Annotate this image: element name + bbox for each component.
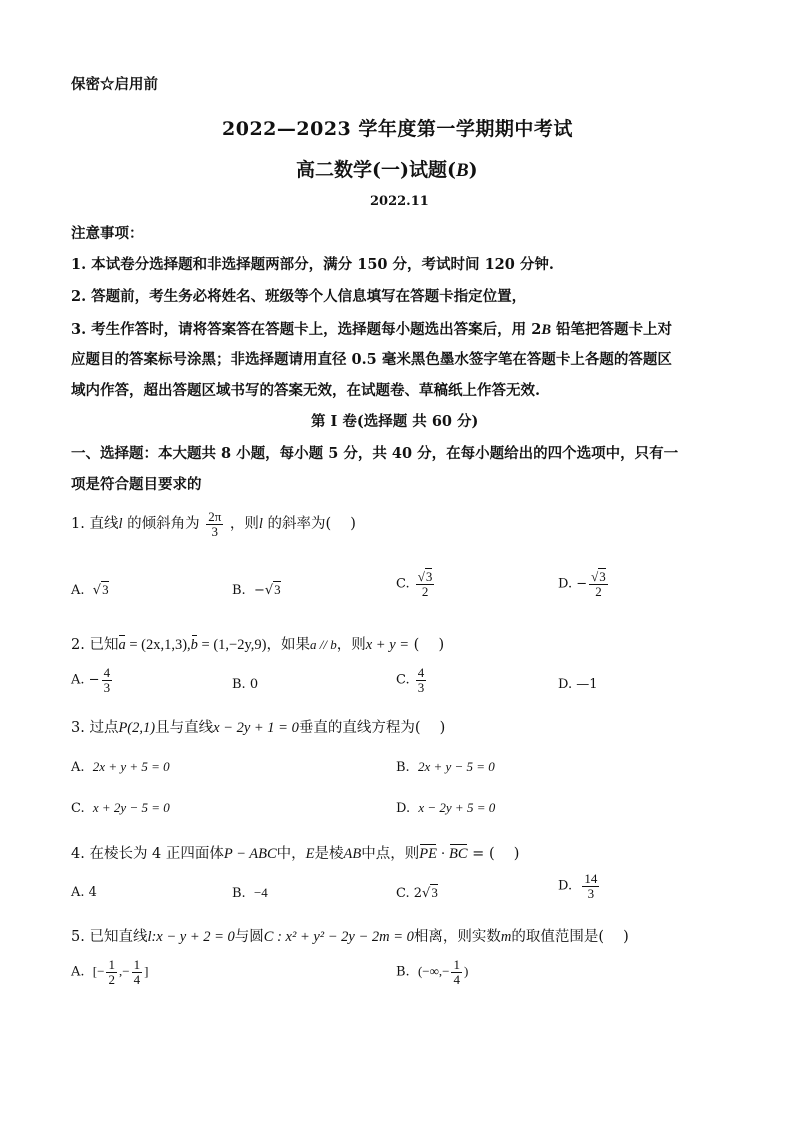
section-intro-line-1: 一、选择题：本大题共 8 小题，每小题 5 分，共 40 分，在每小题给出的四个选项中，只有一 (71, 445, 679, 462)
q2-option-b: B. 0 (232, 677, 259, 692)
notice-item-3-line-3: 域内作答，超出答题区域书写的答案无效，在试题卷、草稿纸上作答无效. (71, 382, 541, 399)
q1-option-d: D. − $\frac{√3}{2}$ (558, 569, 606, 599)
notice-item-1: 1. 本试卷分选择题和非选择题两部分，满分 150 分，考试时间 120 分钟. (71, 256, 554, 273)
section-title: 第 I 卷(选择题 共 60 分) (311, 413, 479, 430)
q2-option-d: D. —1 (558, 677, 598, 692)
q1-option-a: A. √3 (71, 582, 109, 598)
question-2-stem: 2. 已知a = (2x,1,3),b = (1,−2y,9)，如果a // b，则x + y = ( ) (71, 637, 445, 653)
question-4-stem: 4. 在棱长为 4 正四面体P − ABC中，E是棱AB中点，则PE · BC = ( ) (71, 846, 520, 862)
exam-date: 2022.11 (370, 194, 429, 209)
question-1-stem: 1. 直线l 的倾斜角为 $\frac{2\pi}{3}$ ，则l 的斜率为( ) (71, 509, 356, 539)
q3-option-d: D. x − 2y + 5 = 0 (396, 800, 496, 816)
q3-option-c: C. x + 2y − 5 = 0 (71, 800, 170, 816)
q1-option-b: B. −√3 (232, 582, 281, 598)
section-intro-line-2: 项是符合题目要求的 (71, 476, 202, 493)
q3-option-a: A. 2x + y + 5 = 0 (71, 759, 170, 775)
question-3-stem: 3. 过点P(2,1)且与直线x − 2y + 1 = 0垂直的直线方程为( ) (71, 720, 446, 736)
q4-option-b: B. −4 (232, 885, 268, 901)
fraction: $\frac{2\pi}{3}$ (208, 509, 222, 539)
q5-option-a: A. [− $\frac{1}{2}$ ,− $\frac{1}{4}$ ] (71, 957, 149, 987)
q2-option-c: C. $\frac{4}{3}$ (396, 665, 425, 695)
confidential-label: 保密☆启用前 (71, 76, 158, 93)
exam-title: 2022—2023 学年度第一学期期中考试 (222, 118, 573, 140)
notice-item-2: 2. 答题前，考生务必将姓名、班级等个人信息填写在答题卡指定位置， (71, 288, 527, 305)
q4-option-c: C. 2√3 (396, 885, 438, 901)
q2-option-a: A. − $\frac{4}{3}$ (71, 665, 111, 695)
notice-heading: 注意事项： (71, 225, 144, 242)
notice-item-3-line-2: 应题目的答案标号涂黑；非选择题请用直径 0.5 毫米黑色墨水签字笔在答题卡上各题的答题区 (71, 351, 672, 368)
q3-option-b: B. 2x + y − 5 = 0 (396, 759, 495, 775)
q1-option-c: C. $\frac{√3}{2}$ (396, 569, 433, 599)
q5-option-b: B. (−∞,− $\frac{1}{4}$ ) (396, 957, 469, 987)
q4-option-d: D. $\frac{14}{3}$ (558, 871, 598, 901)
notice-item-3-line-1: 3. 考生作答时，请将答案答在答题卡上，选择题每小题选出答案后，用 2B 铅笔把答题卡上对 (71, 321, 673, 338)
exam-subtitle: 高二数学(一)试题(B) (296, 159, 478, 181)
q4-option-a: A. 4 (71, 885, 97, 900)
question-5-stem: 5. 已知直线l:x − y + 2 = 0与圆C : x² + y² − 2y − 2m = 0相离，则实数m的取值范围是( ) (71, 929, 629, 945)
